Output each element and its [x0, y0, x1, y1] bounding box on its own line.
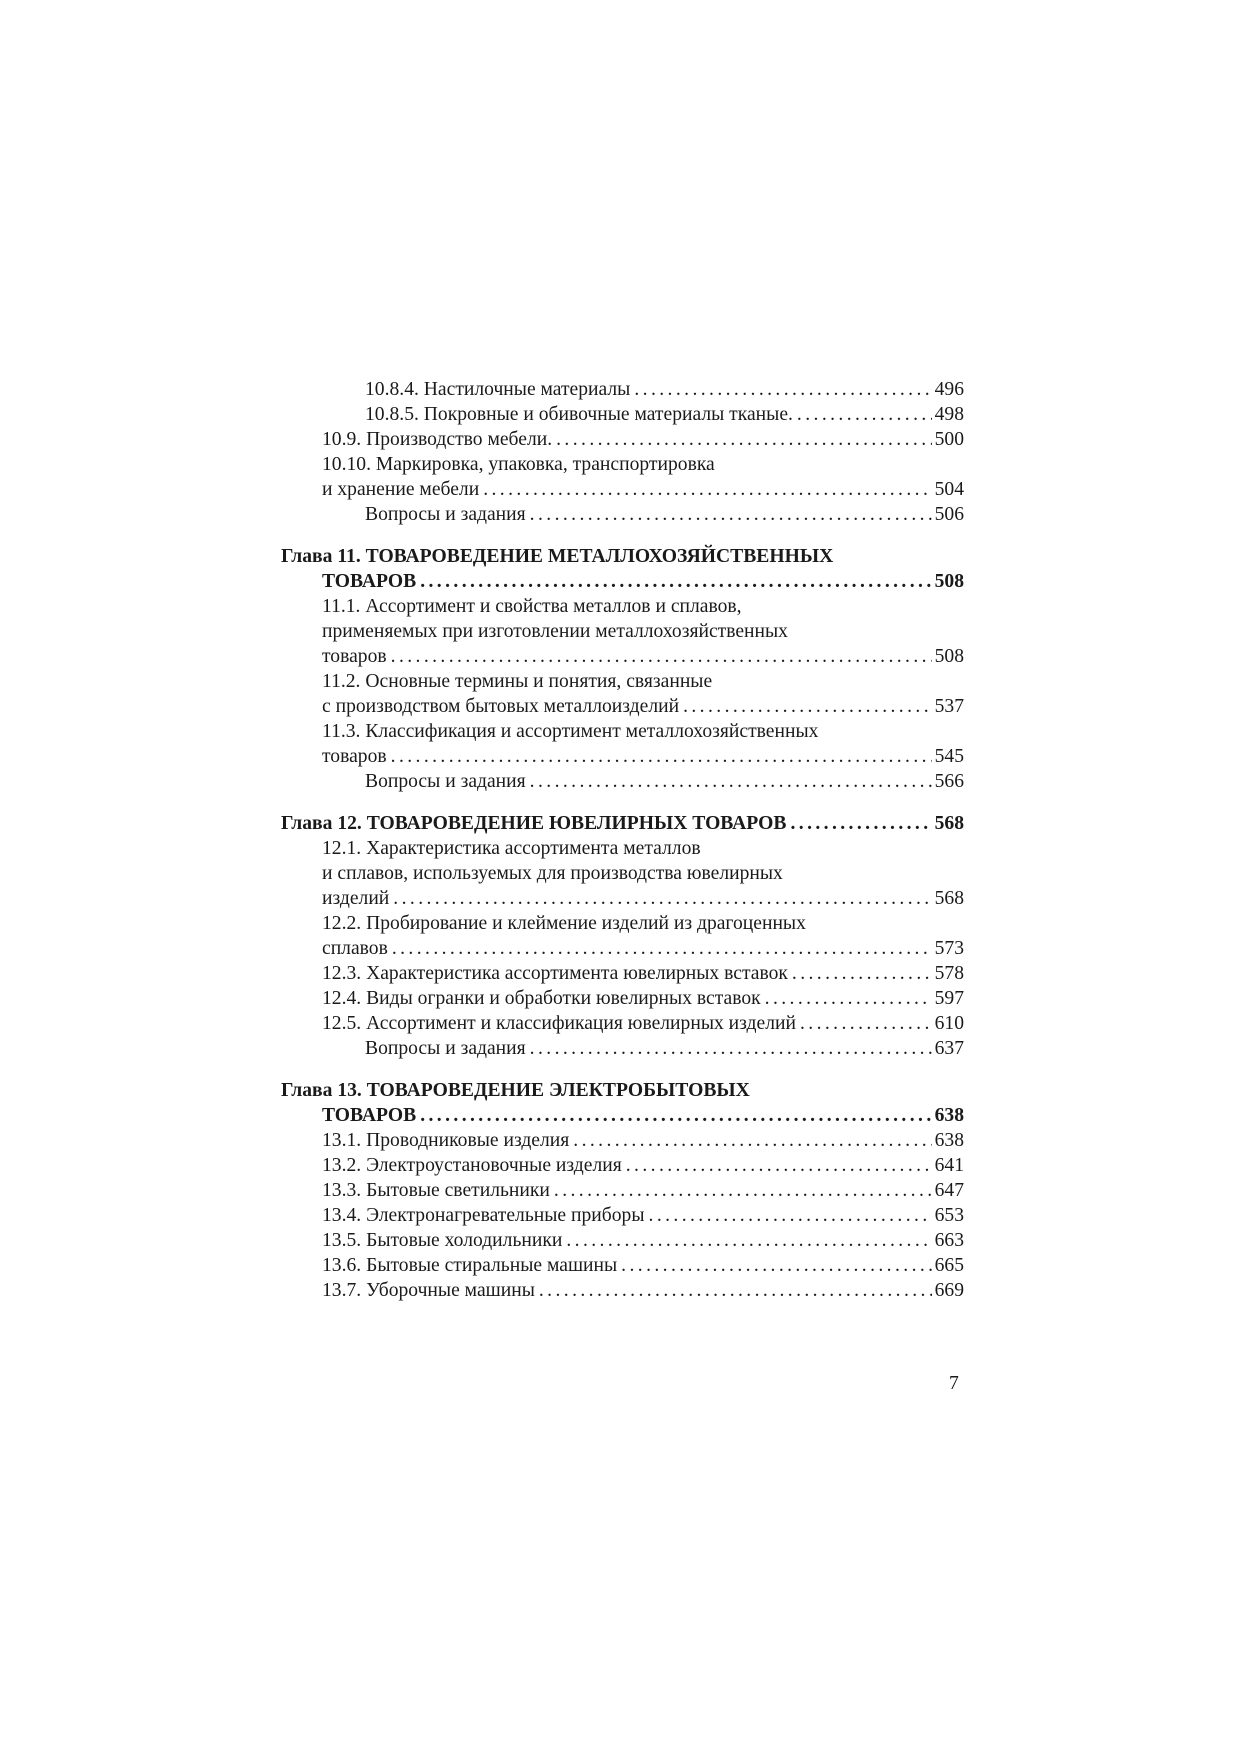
toc-entry[interactable] [281, 644, 964, 669]
entry-page-number: 665 [934, 1255, 964, 1276]
dot-leader [800, 1011, 932, 1036]
entry-title: ТОВАРОВ [322, 1105, 417, 1126]
entry-title: 13.4. Электронагревательные приборы [322, 1205, 645, 1226]
entry-page-number: 578 [934, 963, 964, 984]
entry-title: товаров [322, 746, 387, 767]
entry-page-number: 653 [934, 1205, 964, 1226]
entry-page-number: 597 [934, 988, 964, 1009]
entry-page-number: 504 [934, 479, 964, 500]
entry-title: 10.8.4. Настилочные материалы [365, 379, 631, 400]
entry-title: сплавов [322, 938, 388, 959]
entry-title: 12.4. Виды огранки и обработки ювелирных вставок [322, 988, 761, 1009]
dot-leader [790, 811, 931, 836]
entry-title: Глава 12. ТОВАРОВЕДЕНИЕ ЮВЕЛИРНЫХ ТОВАРОВ [281, 813, 787, 834]
toc-entry[interactable] [281, 1278, 964, 1303]
dot-leader [539, 1278, 932, 1303]
entry-page-number: 506 [934, 504, 964, 525]
dot-leader [792, 961, 932, 986]
toc-entry[interactable] [281, 1128, 964, 1153]
toc-entry[interactable] [281, 936, 964, 961]
dot-leader [621, 1253, 931, 1278]
dot-leader [393, 886, 931, 911]
toc-entry[interactable] [281, 1011, 964, 1036]
toc-entry[interactable] [281, 886, 964, 911]
chapter-heading-line: Глава 11. ТОВАРОВЕДЕНИЕ МЕТАЛЛОХОЗЯЙСТВЕННЫХ [281, 546, 834, 567]
entry-title-line: 12.1. Характеристика ассортимента металлов [322, 838, 701, 859]
dot-leader [391, 744, 932, 769]
entry-page-number: 508 [934, 571, 964, 592]
entry-title: изделий [322, 888, 390, 909]
toc-entry[interactable] [281, 427, 964, 452]
toc-entry[interactable] [281, 1178, 964, 1203]
dot-leader [573, 1128, 931, 1153]
entry-page-number: 663 [934, 1230, 964, 1251]
toc-section [281, 544, 964, 794]
entry-title: 13.1. Проводниковые изделия [322, 1130, 570, 1151]
toc-entry[interactable] [281, 402, 964, 427]
chapter-entry[interactable] [281, 1103, 964, 1128]
dot-leader [683, 694, 932, 719]
entry-page-number: 610 [934, 1013, 964, 1034]
entry-page-number: 638 [934, 1105, 964, 1126]
toc-entry[interactable] [281, 502, 964, 527]
entry-title: 12.5. Ассортимент и классификация ювелирных изделий [322, 1013, 796, 1034]
entry-title-line: 10.10. Маркировка, упаковка, транспортировка [322, 454, 715, 475]
entry-page-number: 498 [934, 404, 964, 425]
chapter-entry[interactable] [281, 811, 964, 836]
entry-title: 12.3. Характеристика ассортимента ювелирных вставок [322, 963, 788, 984]
dot-leader [649, 1203, 932, 1228]
toc-entry[interactable] [281, 377, 964, 402]
section-gap [281, 1061, 964, 1078]
entry-title: 13.7. Уборочные машины [322, 1280, 535, 1301]
entry-page-number: 669 [934, 1280, 964, 1301]
toc-section [281, 811, 964, 1061]
entry-title: 10.9. Производство мебели. [322, 429, 553, 450]
entry-title: Вопросы и задания [365, 504, 526, 525]
entry-title-line: 11.3. Классификация и ассортимент металлохозяйственных [322, 721, 819, 742]
toc-entry[interactable] [281, 1036, 964, 1061]
toc-entry[interactable] [281, 961, 964, 986]
entry-title: с производством бытовых металлоизделий [322, 696, 680, 717]
chapter-heading-line: Глава 13. ТОВАРОВЕДЕНИЕ ЭЛЕКТРОБЫТОВЫХ [281, 1080, 750, 1101]
page-number: 7 [949, 1373, 959, 1394]
toc-entry[interactable] [281, 1228, 964, 1253]
entry-title: Вопросы и задания [365, 771, 526, 792]
dot-leader [556, 427, 931, 452]
entry-title-line: применяемых при изготовлении металлохозяйственных [322, 621, 788, 642]
entry-page-number: 638 [934, 1130, 964, 1151]
toc-section [281, 377, 964, 527]
dot-leader [530, 502, 932, 527]
entry-page-number: 568 [934, 813, 964, 834]
entry-title-line: 12.2. Пробирование и клеймение изделий из драгоценных [322, 913, 806, 934]
section-gap [281, 527, 964, 544]
entry-page-number: 647 [934, 1180, 964, 1201]
entry-title: и хранение мебели [322, 479, 480, 500]
dot-leader [420, 569, 931, 594]
entry-title-line: 11.1. Ассортимент и свойства металлов и сплавов, [322, 596, 742, 617]
entry-page-number: 545 [934, 746, 964, 767]
chapter-entry[interactable] [281, 569, 964, 594]
dot-leader [420, 1103, 931, 1128]
entry-title-line: и сплавов, используемых для производства ювелирных [322, 863, 783, 884]
toc-entry[interactable] [281, 1253, 964, 1278]
entry-page-number: 566 [934, 771, 964, 792]
section-gap [281, 794, 964, 811]
dot-leader [626, 1153, 932, 1178]
dot-leader [797, 402, 932, 427]
dot-leader [483, 477, 931, 502]
entry-title: 10.8.5. Покровные и обивочные материалы тканые. [365, 404, 793, 425]
toc-entry[interactable] [281, 986, 964, 1011]
entry-title: Вопросы и задания [365, 1038, 526, 1059]
dot-leader [566, 1228, 931, 1253]
toc-entry[interactable] [281, 744, 964, 769]
dot-leader [530, 1036, 932, 1061]
toc-entry[interactable] [281, 477, 964, 502]
entry-title: 13.5. Бытовые холодильники [322, 1230, 563, 1251]
entry-page-number: 508 [934, 646, 964, 667]
entry-page-number: 637 [934, 1038, 964, 1059]
entry-title-line: 11.2. Основные термины и понятия, связанные [322, 671, 713, 692]
dot-leader [530, 769, 932, 794]
entry-page-number: 573 [934, 938, 964, 959]
entry-title: 13.6. Бытовые стиральные машины [322, 1255, 618, 1276]
entry-title: 13.3. Бытовые светильники [322, 1180, 550, 1201]
dot-leader [392, 936, 932, 961]
entry-page-number: 500 [934, 429, 964, 450]
dot-leader [391, 644, 932, 669]
entry-page-number: 496 [934, 379, 964, 400]
toc-entry[interactable] [281, 694, 964, 719]
dot-leader [634, 377, 931, 402]
entry-title: 13.2. Электроустановочные изделия [322, 1155, 622, 1176]
dot-leader [554, 1178, 932, 1203]
entry-title: ТОВАРОВ [322, 571, 417, 592]
toc-entry[interactable] [281, 769, 964, 794]
toc-section [281, 1078, 964, 1303]
dot-leader [765, 986, 932, 1011]
entry-page-number: 641 [934, 1155, 964, 1176]
table-of-contents [281, 377, 964, 1303]
entry-page-number: 568 [934, 888, 964, 909]
toc-entry[interactable] [281, 1203, 964, 1228]
entry-title: товаров [322, 646, 387, 667]
entry-page-number: 537 [934, 696, 964, 717]
toc-entry[interactable] [281, 1153, 964, 1178]
